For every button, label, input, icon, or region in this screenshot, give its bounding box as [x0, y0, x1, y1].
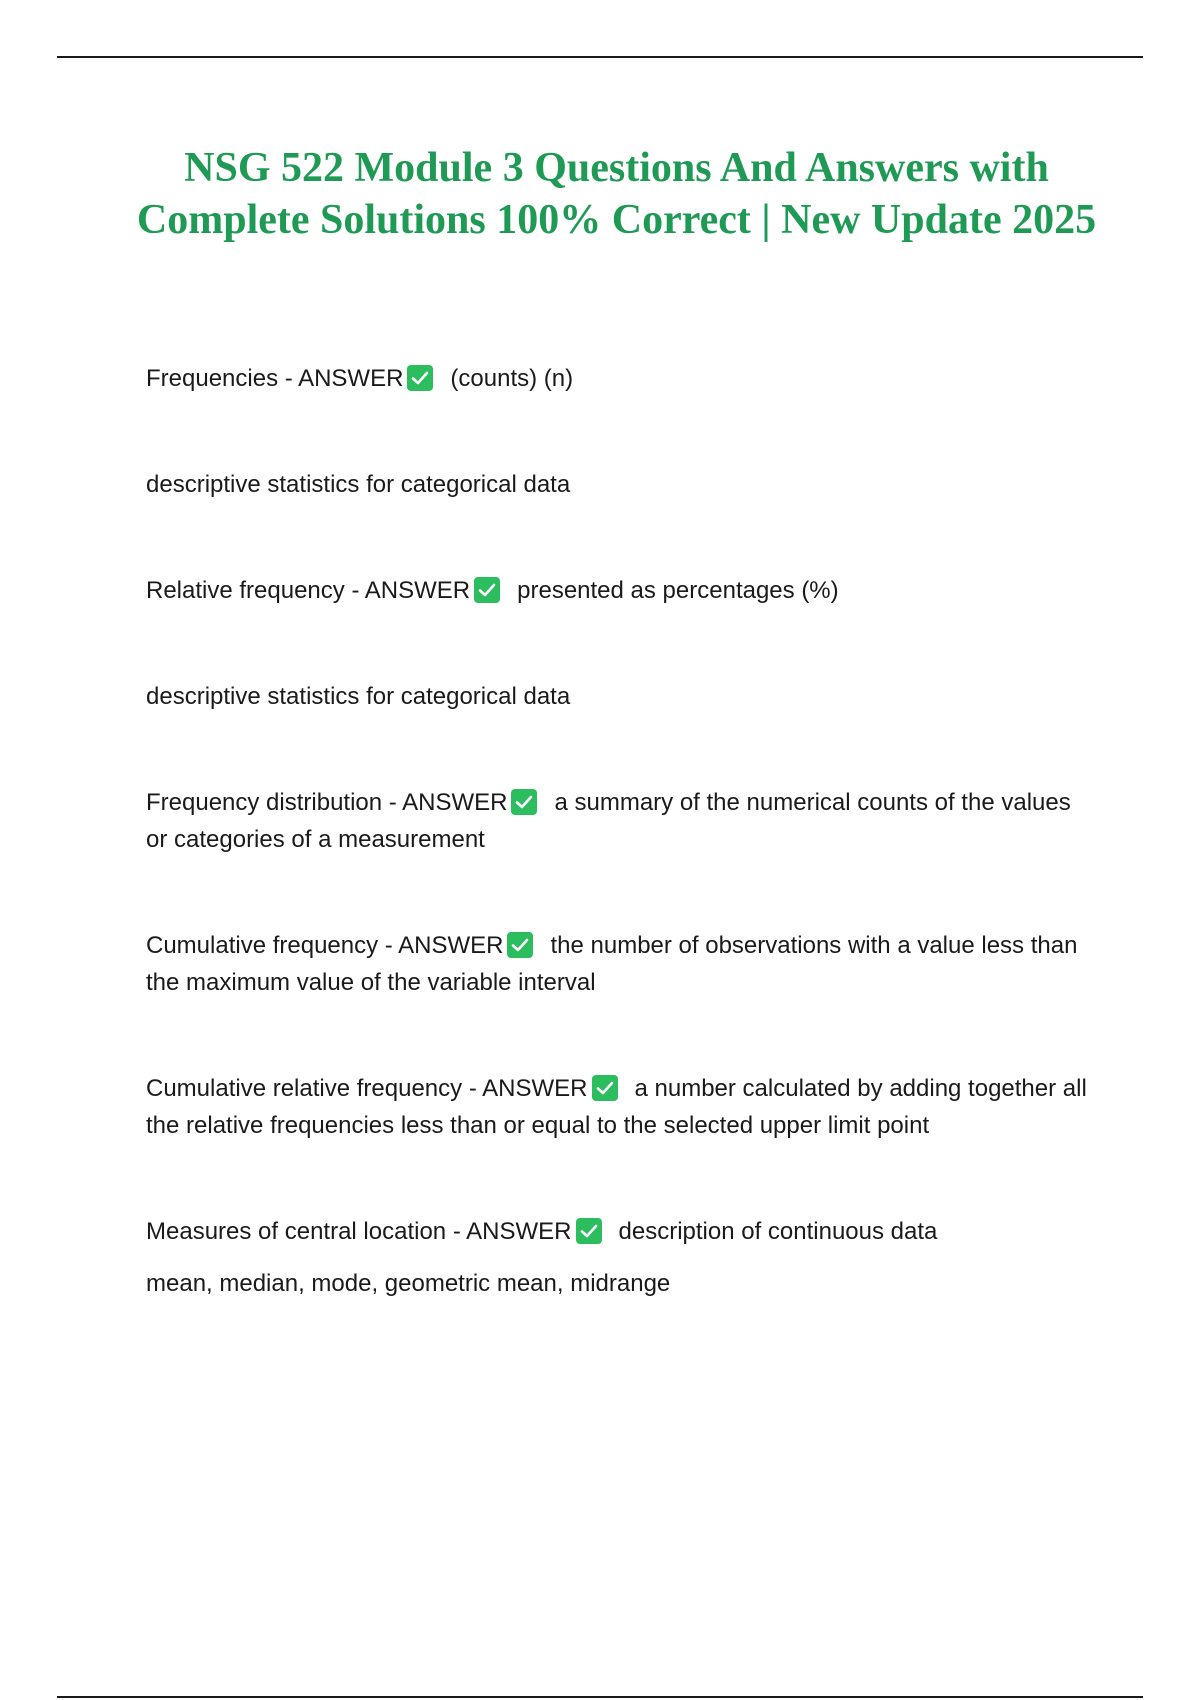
question-term: Measures of central location - ANSWER [146, 1218, 572, 1245]
answer-text: (counts) (n) [450, 365, 574, 392]
qa-entry-central-location [146, 1213, 1096, 1250]
qa-entry-note [146, 678, 1096, 715]
answer-text: description of continuous data [618, 1218, 938, 1245]
qa-entry-frequencies [146, 360, 1096, 397]
qa-entry-frequency-distribution [146, 784, 1096, 858]
question-term: Frequencies - ANSWER [146, 365, 404, 392]
check-mark-icon [507, 932, 533, 958]
check-mark-icon [511, 789, 537, 815]
qa-content [146, 360, 1096, 1302]
note-text: descriptive statistics for categorical data [146, 683, 571, 710]
check-mark-icon [474, 577, 500, 603]
question-term: Cumulative relative frequency - ANSWER [146, 1075, 588, 1102]
qa-entry-relative-frequency [146, 572, 1096, 609]
check-mark-icon [592, 1075, 618, 1101]
answer-text: a summary of the numerical counts of the values or categories of a measurement [146, 789, 1071, 853]
top-rule [57, 56, 1143, 58]
qa-entry-cumulative-relative-frequency [146, 1070, 1096, 1144]
question-term: Frequency distribution - ANSWER [146, 789, 508, 816]
check-mark-icon [576, 1218, 602, 1244]
answer-text: presented as percentages (%) [517, 577, 839, 604]
check-mark-icon [407, 365, 433, 391]
answer-text: the number of observations with a value less than the maximum value of the variable interval [146, 932, 1078, 996]
question-term: Relative frequency - ANSWER [146, 577, 471, 604]
qa-entry-note [146, 466, 1096, 503]
qa-entry-note [146, 1265, 1096, 1302]
note-text: mean, median, mode, geometric mean, midrange [146, 1270, 671, 1297]
answer-text: a number calculated by adding together all the relative frequencies less than or equal to the selected upper limit point [146, 1075, 1087, 1139]
bottom-rule [57, 1696, 1143, 1698]
note-text: descriptive statistics for categorical data [146, 471, 571, 498]
question-term: Cumulative frequency - ANSWER [146, 932, 504, 959]
qa-entry-cumulative-frequency [146, 927, 1096, 1001]
document-title: NSG 522 Module 3 Questions And Answers with Complete Solutions 100% Correct | New Update 2025 [136, 145, 1097, 243]
